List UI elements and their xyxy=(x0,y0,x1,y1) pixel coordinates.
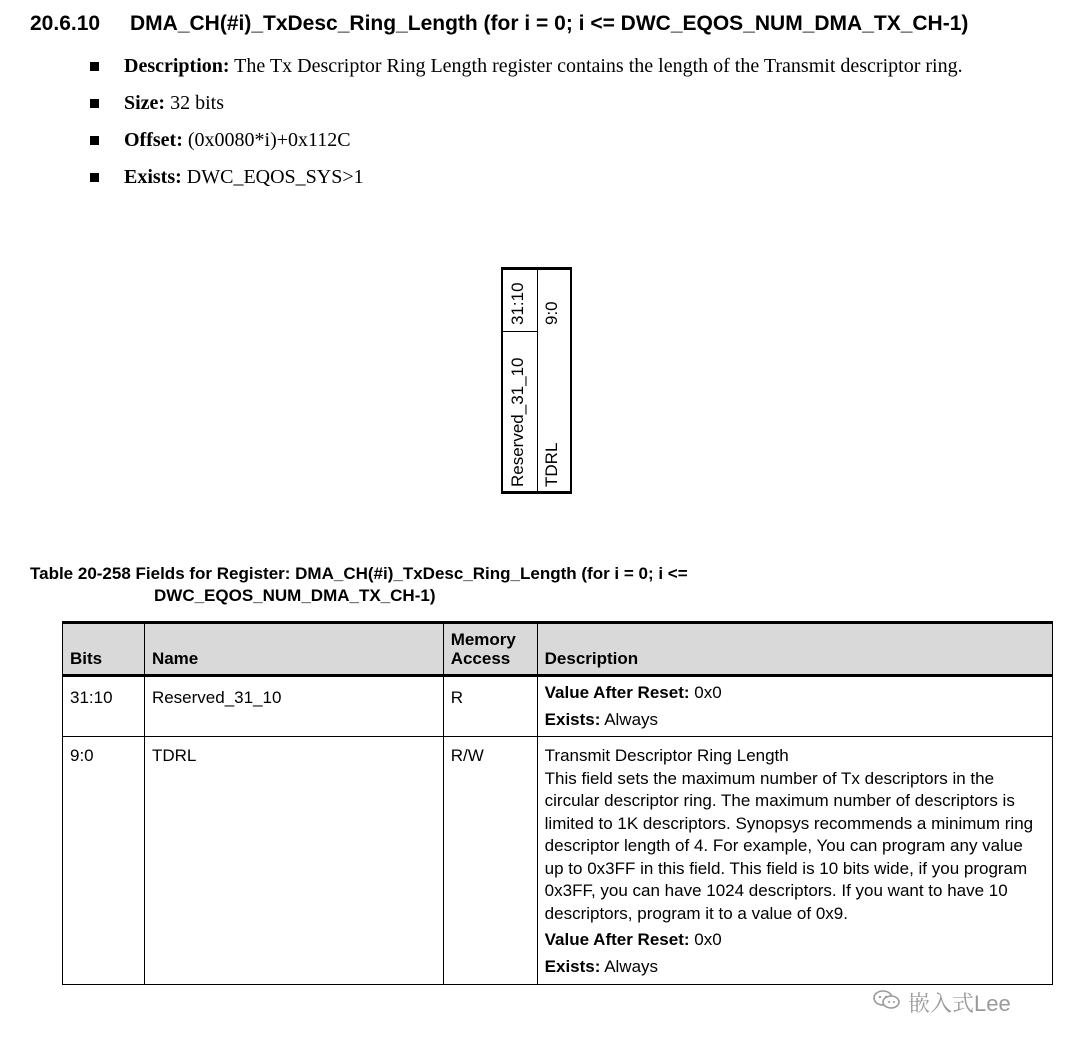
reset-line xyxy=(545,929,1045,952)
section-heading xyxy=(30,12,968,36)
exists-value: Always xyxy=(600,956,659,976)
exists-label: Exists: xyxy=(544,709,601,729)
bullet-square-icon xyxy=(90,136,99,145)
field-bits-label: 31:10 xyxy=(508,282,527,325)
field-name-label: Reserved_31_10 xyxy=(508,357,527,487)
reset-value: 0x0 xyxy=(689,930,722,949)
field-bits-label: 9:0 xyxy=(542,301,561,325)
wechat-icon xyxy=(872,989,902,1017)
table-header-row xyxy=(63,623,1053,676)
list-item-description xyxy=(88,54,1038,78)
cell-access: R/W xyxy=(443,737,537,985)
description-body: This field sets the maximum number of Tx descriptors in the circular descriptor ring. The maximum number of descriptors is limited to 1K descriptors. Synopsys recommends a minimum ring descriptor length of 4. For example, You can program any value up to 0x3FF in this field. This field is 10 bits wide, if you program 0x3FF, you can have 1024 descriptors. If you want to have 10 descriptors, program it to a value of 0x9. xyxy=(544,768,1034,923)
exists-line xyxy=(545,956,1045,979)
list-item-exists xyxy=(88,165,1038,189)
exists-label: Exists: xyxy=(544,956,601,976)
list-item-size xyxy=(88,91,1038,115)
section-number: 20.6.10 xyxy=(30,12,101,35)
property-value: DWC_EQOS_SYS>1 xyxy=(181,166,364,188)
cell-name: TDRL xyxy=(144,737,443,985)
register-fields-table xyxy=(62,621,1053,985)
bullet-square-icon xyxy=(90,62,99,71)
table-caption-line1: Table 20-258 Fields for Register: DMA_CH(#i)_TxDesc_Ring_Length (for i = 0; i <= xyxy=(30,564,688,583)
diagram-bottom-rule xyxy=(501,491,572,494)
property-value: (0x0080*i)+0x112C xyxy=(182,129,351,151)
bullet-square-icon xyxy=(90,99,99,108)
property-value: The Tx Descriptor Ring Length register contains the length of the Transmit descriptor ring. xyxy=(229,55,963,77)
table-caption xyxy=(30,563,688,607)
field-name-label: TDRL xyxy=(542,442,561,487)
register-bit-diagram xyxy=(501,267,571,493)
reset-line xyxy=(545,682,1045,705)
cell-access: R xyxy=(443,676,537,737)
table-row xyxy=(63,676,1053,737)
reset-label: Value After Reset: xyxy=(544,683,690,702)
cell-bits: 9:0 xyxy=(63,737,145,985)
section-title: DMA_CH(#i)_TxDesc_Ring_Length (for i = 0; i <= DWC_EQOS_NUM_DMA_TX_CH-1) xyxy=(130,12,969,35)
watermark xyxy=(872,987,1011,1018)
header-memory-access xyxy=(443,623,537,676)
property-label: Offset: xyxy=(124,129,183,151)
diagram-top-rule xyxy=(501,267,572,270)
table-caption-line2: DWC_EQOS_NUM_DMA_TX_CH-1) xyxy=(154,586,436,605)
description-title: Transmit Descriptor Ring Length xyxy=(544,746,789,765)
header-description: Description xyxy=(537,623,1052,676)
cell-name: Reserved_31_10 xyxy=(144,676,443,737)
list-item-offset xyxy=(88,128,1038,152)
property-value: 32 bits xyxy=(165,92,224,114)
header-access-line2: Access xyxy=(450,649,511,668)
header-access-line1: Memory xyxy=(450,630,516,649)
header-name: Name xyxy=(144,623,443,676)
cell-bits: 31:10 xyxy=(63,676,145,737)
reset-value: 0x0 xyxy=(689,683,722,702)
exists-value: Always xyxy=(600,709,659,729)
exists-line xyxy=(545,709,1045,732)
property-label: Description: xyxy=(124,55,230,77)
table-row xyxy=(63,737,1053,985)
bullet-square-icon xyxy=(90,173,99,182)
cell-description xyxy=(537,737,1052,985)
header-bits: Bits xyxy=(63,623,145,676)
watermark-text: 嵌入式Lee xyxy=(908,991,1011,1016)
reset-label: Value After Reset: xyxy=(544,930,690,949)
property-label: Size: xyxy=(124,92,166,114)
property-label: Exists: xyxy=(124,166,182,188)
register-properties-list xyxy=(88,54,1038,202)
cell-description xyxy=(537,676,1052,737)
diagram-bits-separator xyxy=(501,331,538,332)
